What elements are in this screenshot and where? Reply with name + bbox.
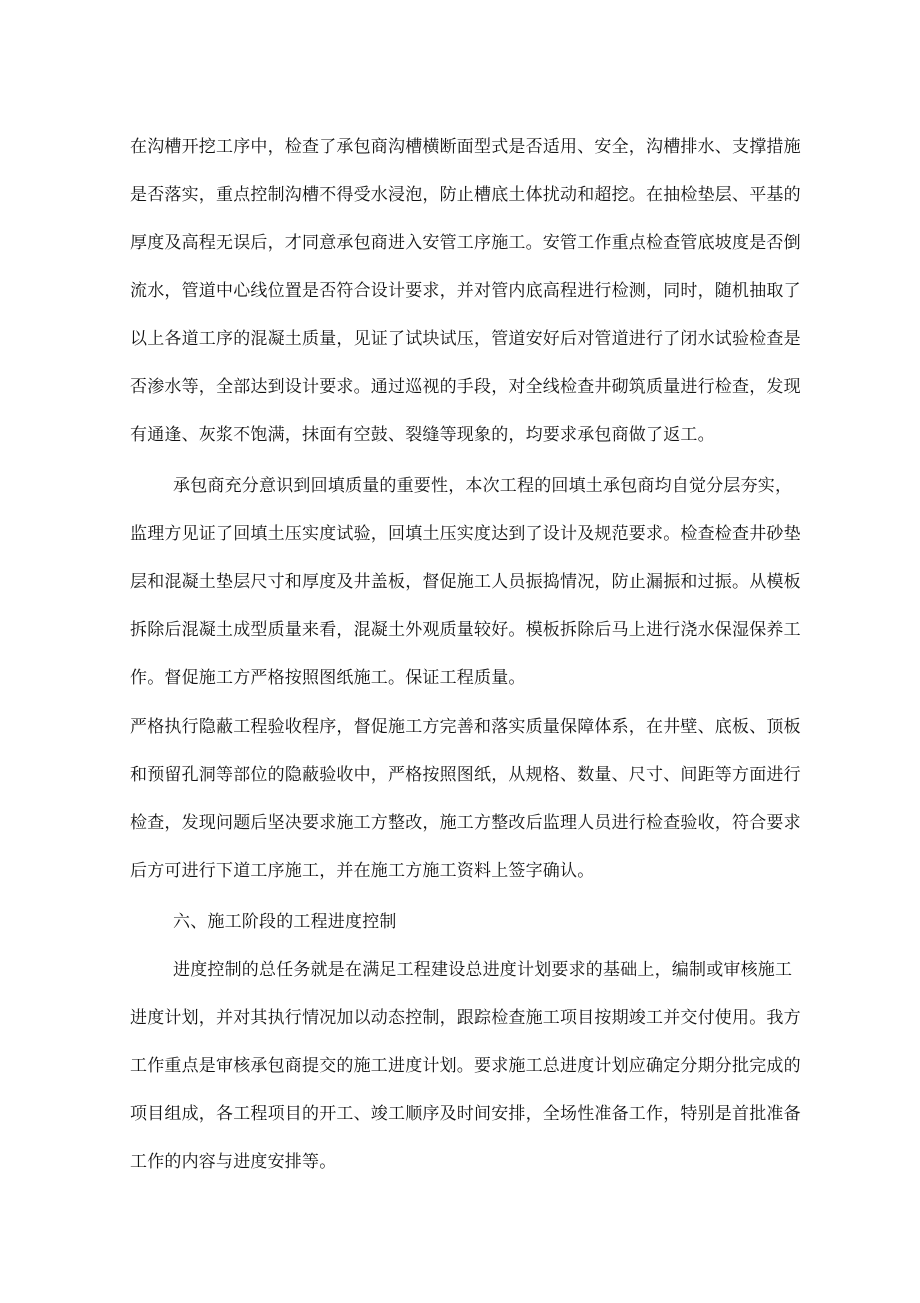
paragraph-line: 是否落实，重点控制沟槽不得受水浸泡，防止槽底土体扰动和超挖。在抽检垫层、平基的 [130,185,801,205]
paragraph-line: 严格执行隐蔽工程验收程序，督促施工方完善和落实质量保障体系，在井壁、底板、顶板 [130,717,801,737]
paragraph-line: 否渗水等，全部达到设计要求。通过巡视的手段，对全线检查井砌筑质量进行检查，发现 [130,377,801,397]
paragraph-line: 项目组成，各工程项目的开工、竣工顺序及时间安排，全场性准备工作，特别是首批准备 [130,1104,801,1124]
paragraph-line: 承包商充分意识到回填质量的重要性，本次工程的回填土承包商均自觉分层夯实， [173,476,793,496]
paragraph-line: 在沟槽开挖工序中，检查了承包商沟槽横断面型式是否适用、安全，沟槽排水、支撑措施 [130,137,801,157]
paragraph-line: 进度计划，并对其执行情况加以动态控制，跟踪检查施工项目按期竣工并交付使用。我方 [130,1008,801,1028]
paragraph-line: 厚度及高程无误后，才同意承包商进入安管工序施工。安管工作重点检查管底坡度是否倒 [130,233,801,253]
paragraph-line: 和预留孔洞等部位的隐蔽验收中，严格按照图纸，从规格、数量、尺寸、间距等方面进行 [130,765,801,785]
paragraph-line: 进度控制的总任务就是在满足工程建设总进度计划要求的基础上，编制或审核施工 [173,960,793,980]
paragraph-line: 检查，发现问题后坚决要求施工方整改，施工方整改后监理人员进行检查验收，符合要求 [130,813,801,833]
paragraph-line: 流水，管道中心线位置是否符合设计要求，并对管内底高程进行检测，同时，随机抽取了 [130,281,801,301]
paragraph-line: 工作的内容与进度安排等。 [130,1152,337,1172]
paragraph-line: 后方可进行下道工序施工，并在施工方施工资料上签字确认。 [130,861,595,881]
paragraph-line: 监理方见证了回填土压实度试验，回填土压实度达到了设计及规范要求。检查检查井砂垫 [130,524,801,544]
paragraph-line: 层和混凝土垫层尺寸和厚度及井盖板，督促施工人员振捣情况，防止漏振和过振。从模板 [130,572,801,592]
paragraph-line: 工作重点是审核承包商提交的施工进度计划。要求施工总进度计划应确定分期分批完成的 [130,1056,801,1076]
paragraph-line: 有通逢、灰浆不饱满，抹面有空鼓、裂缝等现象的，均要求承包商做了返工。 [130,425,715,445]
paragraph-line: 作。督促施工方严格按照图纸施工。保证工程质量。 [130,668,526,688]
paragraph-line: 以上各道工序的混凝土质量，见证了试块试压，管道安好后对管道进行了闭水试验检查是 [130,329,801,349]
section-heading: 六、施工阶段的工程进度控制 [173,912,397,932]
paragraph-line: 拆除后混凝土成型质量来看，混凝土外观质量较好。模板拆除后马上进行浇水保湿保养工 [130,620,801,640]
